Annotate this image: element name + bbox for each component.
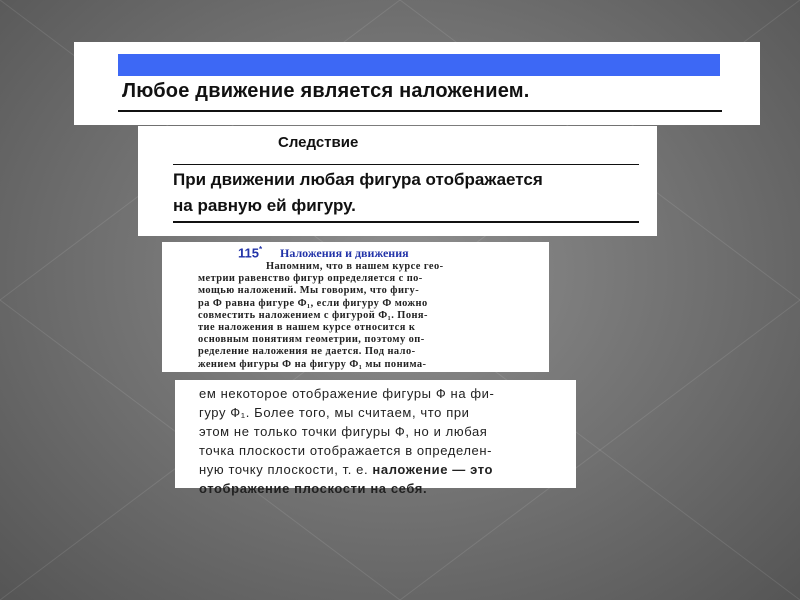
textbook-body: [198, 261, 540, 371]
theorem-text: Любое движение является наложением.: [122, 80, 530, 102]
textbook-line: метрии равенство фигур определяется с по-: [198, 273, 423, 285]
section-number-value: 115: [238, 245, 259, 261]
corollary-top-rule: [173, 164, 639, 165]
accent-bar: [118, 54, 720, 76]
continuation-line-5: [199, 460, 569, 479]
definition-emphasis-end: отображение плоскости на себя.: [199, 481, 428, 496]
textbook-excerpt-panel: [162, 242, 549, 372]
textbook-line: Напомним, что в нашем курсе гео-: [266, 261, 444, 272]
textbook-line: совместить наложением с фигурой Ф₁. Поня-: [198, 309, 428, 321]
continuation-line-2: гуру Ф₁. Более того, мы считаем, что при: [199, 405, 470, 420]
continuation-line-1: ем некоторое отображение фигуры Ф на фи-: [199, 386, 495, 401]
theorem-panel: [74, 42, 760, 125]
theorem-underline: [118, 110, 722, 112]
corollary-line-1: При движении любая фигура отображается: [173, 170, 543, 189]
textbook-line: тие наложения в нашем курсе относится к: [198, 322, 416, 334]
continuation-body: [199, 384, 569, 498]
textbook-line: жением фигуры Ф на фигуру Ф₁ мы понима-: [198, 358, 427, 370]
continuation-line-4: точка плоскости отображается в определен-: [199, 443, 493, 458]
corollary-line-2: на равную ей фигуру.: [173, 196, 356, 215]
corollary-heading: Следствие: [278, 134, 359, 151]
textbook-line: ра Ф равна фигуре Ф₁, если фигуру Ф можно: [198, 297, 428, 309]
textbook-line: основным понятиям геометрии, поэтому оп-: [198, 334, 425, 346]
section-number-mark: *: [258, 245, 263, 254]
continuation-line-5-plain: ную точку плоскости, т. е.: [199, 462, 373, 477]
corollary-bottom-rule: [173, 221, 639, 223]
section-number: [238, 245, 262, 260]
corollary-panel: [138, 126, 657, 236]
textbook-line: ределение наложения не дается. Под нало-: [198, 346, 416, 358]
continuation-panel: [175, 380, 576, 496]
continuation-line-3: этом не только точки фигуры Ф, но и любая: [199, 424, 488, 439]
textbook-line: мощью наложений. Мы говорим, что фигу-: [198, 285, 420, 297]
definition-emphasis: наложение — это: [372, 462, 494, 477]
continuation-line-6: [199, 479, 569, 498]
section-title: Наложения и движения: [280, 246, 409, 260]
